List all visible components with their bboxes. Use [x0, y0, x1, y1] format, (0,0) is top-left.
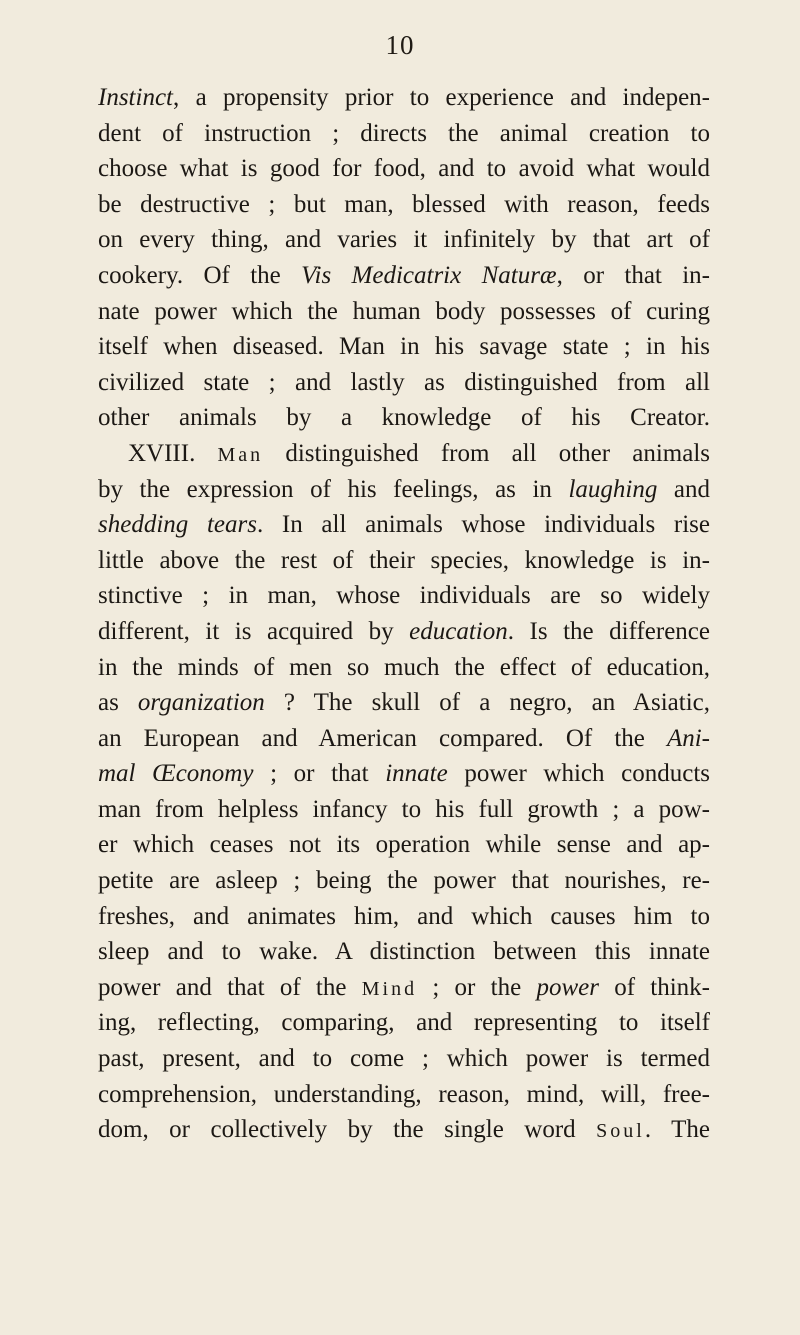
italic-text: shedding tears: [98, 511, 257, 539]
text-line: [98, 970, 710, 1006]
text-line: [98, 1077, 710, 1113]
small-caps-text: Mind: [361, 977, 418, 1000]
text-segment: ing, reflecting, comparing, and representing to itself: [98, 1009, 710, 1037]
text-segment: , a propensity prior to experience and indepen-: [173, 84, 710, 111]
text-line: [98, 187, 710, 223]
text-line: [98, 1112, 710, 1148]
text-segment: ; or the: [417, 973, 537, 1001]
text-segment: an European and American compared. Of the: [98, 724, 667, 752]
text-line: [98, 614, 710, 650]
text-segment: power and that of the: [98, 973, 362, 1001]
text-line: [98, 116, 710, 152]
text-line: [98, 721, 710, 757]
text-segment: . The: [644, 1116, 710, 1144]
text-segment: as: [98, 689, 138, 717]
text-line: [98, 1041, 710, 1077]
text-line: [98, 258, 710, 294]
text-segment: . In all animals whose individuals rise: [256, 511, 710, 539]
text-segment: little above the rest of their species, knowledge is in-: [98, 546, 710, 574]
text-line: [98, 329, 710, 365]
italic-text: mal Œconomy: [98, 760, 254, 788]
text-segment: nate power which the human body possesses of curing: [98, 297, 710, 325]
text-segment: itself when diseased. Man in his savage state ; in his: [98, 333, 710, 361]
text-segment: freshes, and animates him, and which causes him to: [98, 902, 710, 930]
text-line: [98, 80, 710, 116]
italic-text: Instinct: [98, 84, 173, 111]
text-line: [98, 934, 710, 970]
text-segment: , or that in-: [556, 261, 710, 289]
text-line: [98, 792, 710, 828]
italic-text: power: [536, 973, 599, 1001]
text-segment: stinctive ; in man, whose individuals are so widely: [98, 582, 710, 610]
text-segment: civilized state ; and lastly as distinguished from all: [98, 368, 710, 396]
text-line: [98, 472, 710, 508]
italic-text: laughing: [568, 475, 658, 503]
text-segment: past, present, and to come ; which power is termed: [98, 1045, 710, 1073]
text-segment: XVIII.: [128, 439, 218, 467]
text-segment: er which ceases not its operation while sense and ap-: [98, 831, 710, 859]
text-segment: petite are asleep ; being the power that nourishes, re-: [98, 867, 710, 895]
text-segment: distinguished from all other animals: [263, 439, 710, 467]
text-segment: sleep and to wake. A distinction between this innate: [98, 938, 710, 966]
text-segment: ; or that: [253, 760, 386, 788]
text-segment: comprehension, understanding, reason, mind, will, free-: [98, 1080, 710, 1108]
text-line: [98, 863, 710, 899]
italic-text: Ani-: [666, 724, 710, 752]
text-line: [98, 222, 710, 258]
text-line: [98, 756, 710, 792]
text-line: [98, 365, 710, 401]
text-segment: man from helpless infancy to his full growth ; a pow-: [98, 795, 710, 823]
text-segment: of think-: [598, 973, 710, 1001]
text-segment: dent of instruction ; directs the animal creation to: [98, 119, 710, 147]
text-line: [98, 578, 710, 614]
italic-text: education: [409, 617, 508, 645]
text-segment: other animals by a knowledge of his Creator.: [98, 404, 710, 432]
text-segment: be destructive ; but man, blessed with reason, feeds: [98, 190, 710, 218]
italic-text: organization: [137, 689, 265, 717]
text-line: [98, 294, 710, 330]
text-line: [98, 685, 710, 721]
text-segment: . Is the difference: [507, 617, 710, 645]
text-line: [98, 543, 710, 579]
italic-text: innate: [385, 760, 448, 788]
text-line: [98, 650, 710, 686]
text-segment: in the minds of men so much the effect of education,: [98, 653, 710, 681]
italic-text: Vis Medicatrix Naturæ: [301, 261, 557, 289]
text-line: [98, 1005, 710, 1041]
body-text: [98, 80, 710, 1148]
text-line: [98, 827, 710, 863]
text-segment: on every thing, and varies it infinitely by that art of: [98, 226, 710, 254]
text-segment: ? The skull of a negro, an Asiatic,: [264, 689, 710, 717]
small-caps-text: Soul: [596, 1120, 645, 1143]
text-line: [98, 436, 710, 472]
text-line: [98, 151, 710, 187]
page-number: 10: [385, 30, 415, 60]
text-line: [98, 507, 710, 543]
small-caps-text: Man: [217, 443, 264, 466]
text-segment: and: [657, 475, 710, 503]
text-segment: cookery. Of the: [98, 261, 302, 289]
text-segment: dom, or collectively by the single word: [98, 1116, 597, 1144]
text-segment: by the expression of his feelings, as in: [98, 475, 569, 503]
text-line: [98, 400, 710, 436]
text-segment: power which conducts: [447, 760, 710, 788]
text-segment: choose what is good for food, and to avoid what would: [98, 155, 710, 183]
text-segment: different, it is acquired by: [98, 617, 410, 645]
text-line: [98, 899, 710, 935]
